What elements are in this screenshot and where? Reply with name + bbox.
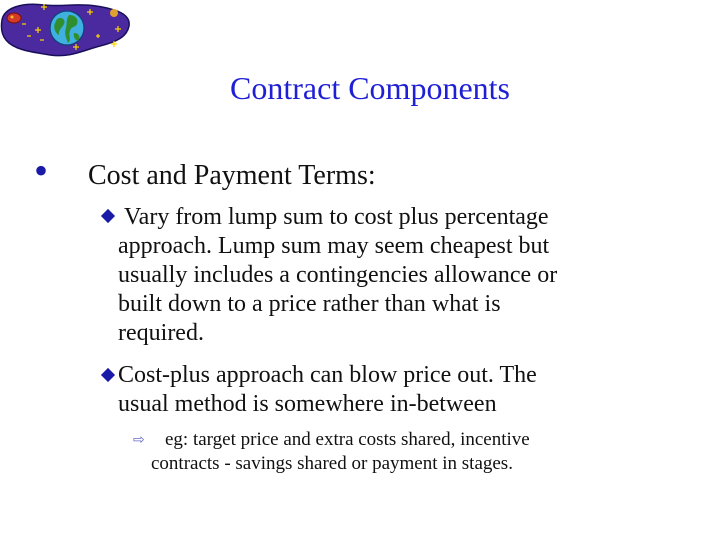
- slide-title: Contract Components: [230, 70, 510, 106]
- sub-bullet-line: usual method is somewhere in-between: [118, 391, 497, 417]
- sub-bullet-cost-plus: [118, 361, 678, 419]
- sub-bullet-vary-lump-sum: [118, 203, 678, 348]
- sub-sub-bullet-line: eg: target price and extra costs shared, incentive: [165, 429, 530, 450]
- outline-arrow-icon: ⇨: [133, 432, 145, 448]
- sub-sub-bullet-example: [151, 428, 671, 476]
- diamond-bullet-icon: [101, 209, 115, 223]
- sub-bullet-line: Vary from lump sum to cost plus percentage: [124, 204, 549, 230]
- sub-bullet-line: Cost-plus approach can blow price out. The: [118, 362, 537, 388]
- diamond-bullet-icon: [101, 368, 115, 382]
- sub-bullet-line: required.: [118, 320, 204, 346]
- sub-sub-bullet-line: contracts - savings shared or payment in stages.: [151, 453, 513, 474]
- sub-bullet-line: usually includes a contingencies allowance or: [118, 262, 558, 288]
- round-bullet-icon: •: [34, 148, 49, 193]
- sub-bullet-line: built down to a price rather than what is: [118, 291, 501, 317]
- bullet-cost-and-payment-terms: Cost and Payment Terms:: [88, 160, 376, 191]
- sub-bullet-line: approach. Lump sum may seem cheapest but: [118, 233, 550, 259]
- globe-logo-icon: [0, 0, 134, 62]
